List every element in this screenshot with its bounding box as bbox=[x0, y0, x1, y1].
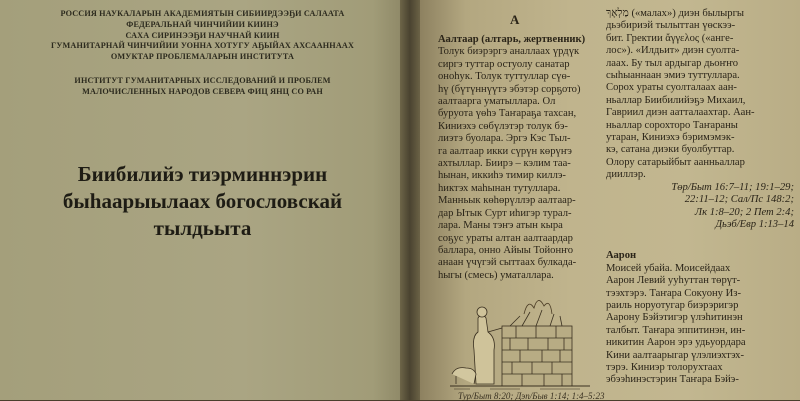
reference-line: Дьэб/Евр 1:13–14 bbox=[715, 218, 794, 230]
right-page bbox=[420, 0, 800, 400]
institution-header bbox=[20, 9, 385, 98]
text-line: Гавриил диэн аатталаахтар. Аан- bbox=[606, 107, 755, 119]
text-line: Манньык көһөрүллэр аалтаар- bbox=[438, 195, 576, 207]
text-line: лаах. Бу тыл ардыгар дьоҥҥо bbox=[606, 57, 739, 69]
section-letter: А bbox=[510, 12, 520, 27]
text-line: утаран, Киниэхэ бэримэмэк- bbox=[606, 132, 735, 144]
text-line: Сорох ураты суолталаах аан- bbox=[606, 82, 737, 94]
text-line: кэ, сатана диэки буолбуттар. bbox=[606, 144, 735, 156]
title-line: тылдьыта bbox=[153, 216, 252, 240]
text-line: дииллэр. bbox=[606, 169, 646, 181]
text-line: ньаллар сорохторо Таҥараны bbox=[606, 119, 738, 131]
book-title bbox=[20, 161, 385, 242]
text-line: оноһук. Толук туттуллар сүө- bbox=[438, 71, 571, 83]
entry-body bbox=[606, 263, 794, 387]
entry-body bbox=[606, 8, 794, 182]
text-line: буруота үөһэ Таҥараҕа тахсан, bbox=[438, 108, 577, 120]
text-line: бит. Гректии ἄγγελος («анге- bbox=[606, 32, 734, 44]
entry-headword: Аарон bbox=[606, 250, 637, 262]
text-line: баллара, онно Айыы Тойонҥо bbox=[438, 244, 574, 256]
entry-column-right bbox=[606, 8, 794, 387]
text-line: מַלְאָךְ («малах») диэн былыргы bbox=[606, 8, 745, 19]
text-line: никитин Аарон эрэ удьуордара bbox=[606, 337, 746, 349]
text-line: талбыт. Таҥара эппитинэн, ин- bbox=[606, 324, 746, 336]
institution-line-ru: ИНСТИТУТ ГУМАНИТАРНЫХ ИССЛЕДОВАНИЙ И ПРОБЛЕМ bbox=[74, 75, 331, 85]
reference-line: 22:11–12; Сал/Пс 148:2; bbox=[684, 194, 794, 206]
institution-line: РОССИЯ НАУКАЛАРЫН АКАДЕМИЯТЫН СИБИИРДЭЭҔИ САЛААТА bbox=[60, 9, 345, 18]
text-line: ньаллар Биибилийэҕэ Михаил, bbox=[606, 94, 746, 106]
entry-headword: Аалтаар (алтарь, жертвенник) bbox=[438, 34, 586, 45]
text-line: эбээһинэстэрин Таҥара Бэйэ- bbox=[606, 374, 739, 386]
text-line: дар Ытык Сурт иһигэр турал- bbox=[438, 207, 572, 219]
entry-bible-references: Тур/Быт 8:20; Дэп/Быв 1:14; 1:4–5:23 bbox=[458, 391, 605, 401]
text-line: дьэбириэй тылыттан үөскээ- bbox=[606, 20, 736, 32]
institution-line: ОМУКТАР ПРОБЛЕМАЛАРЫН ИНСТИТУТА bbox=[110, 52, 295, 62]
text-line: аалтаарга уматыллара. Ол bbox=[438, 96, 556, 108]
reference-line: Төр/Быт 16:7–11; 19:1–29; bbox=[671, 181, 794, 193]
text-line: Олору сатарыйбыт аанньаллар bbox=[606, 156, 745, 168]
text-line: Толук биэрэргэ аналлаах үрдүк bbox=[438, 46, 580, 58]
text-line: тэрэ. Киниэр толорухтаах bbox=[606, 361, 723, 373]
text-line: Аарон Левий ууһуттан төрүт- bbox=[606, 275, 741, 287]
title-line: Биибилийэ тиэрминнэрин bbox=[77, 162, 328, 186]
entry-bible-references bbox=[606, 182, 794, 232]
altar-engraving-image bbox=[450, 288, 590, 392]
text-line: раиль норуотугар биэрэригэр bbox=[606, 299, 739, 311]
text-line: һиктэх маһынан тутуллара. bbox=[438, 182, 561, 194]
text-line: Моисей убайа. Моисейдаах bbox=[606, 262, 731, 274]
text-line: сиргэ туттар остуолу санатар bbox=[438, 58, 570, 70]
text-line: һынан, иккиһэ тимир киллэ- bbox=[438, 170, 566, 182]
text-line: һү (бүтүннүүтэ эбэтэр сорҕото) bbox=[438, 83, 581, 95]
text-line: Киниэхэ сөбүлэтэр толук бэ- bbox=[438, 120, 568, 132]
reference-line: Лк 1:8–20; 2 Пет 2:4; bbox=[694, 206, 794, 218]
text-line: лара. Маны тэҥэ атын кыра bbox=[438, 220, 563, 232]
text-line: сыһыаннаан эмиэ туттуллара. bbox=[606, 70, 740, 82]
text-line: һыгы (смесь) уматаллара. bbox=[438, 269, 554, 281]
text-line: лос»). «Илдьит» диэн суолта- bbox=[606, 45, 740, 57]
institution-line-ru: МАЛОЧИСЛЕННЫХ НАРОДОВ СЕВЕРА ФИЦ ЯНЦ СО РАН bbox=[82, 86, 323, 96]
text-line: анаан үчүгэй сыттаах булкада- bbox=[438, 257, 577, 269]
text-line: ахтыллар. Биирэ – кэлим таа- bbox=[438, 158, 571, 170]
text-line: лиэтэ буолара. Эргэ Кэс Тыл- bbox=[438, 133, 571, 145]
institution-line: ГУМАНИТАРНАЙ ЧИНЧИЙИИ УОННА ХОТУГУ АҔЫЙАХ АХСААННААХ bbox=[50, 41, 355, 51]
text-line: га аалтаар икки сүрүн көрүҥэ bbox=[438, 145, 572, 157]
entry-column-left bbox=[438, 34, 602, 282]
text-line: Аарону Бэйэтигэр үлэһитинэн bbox=[606, 312, 743, 324]
institution-line: САХА СИРИНЭЭҔИ НАУЧНАЙ КИИН bbox=[125, 30, 280, 40]
entry-body bbox=[438, 46, 602, 282]
title-line: быһаарыылаах богословскай bbox=[62, 189, 343, 213]
text-line: соҕус ураты алтан аалтаардар bbox=[438, 232, 573, 244]
institution-line: ФЕДЕРАЛЬНАЙ ЧИНЧИЙИИ КИИНЭ bbox=[126, 19, 279, 29]
text-line: тээхтэрэ. Таҥара Сокуону Из- bbox=[606, 287, 741, 299]
text-line: Кини аалтаарыгар үлэлиэхтэх- bbox=[606, 349, 744, 361]
